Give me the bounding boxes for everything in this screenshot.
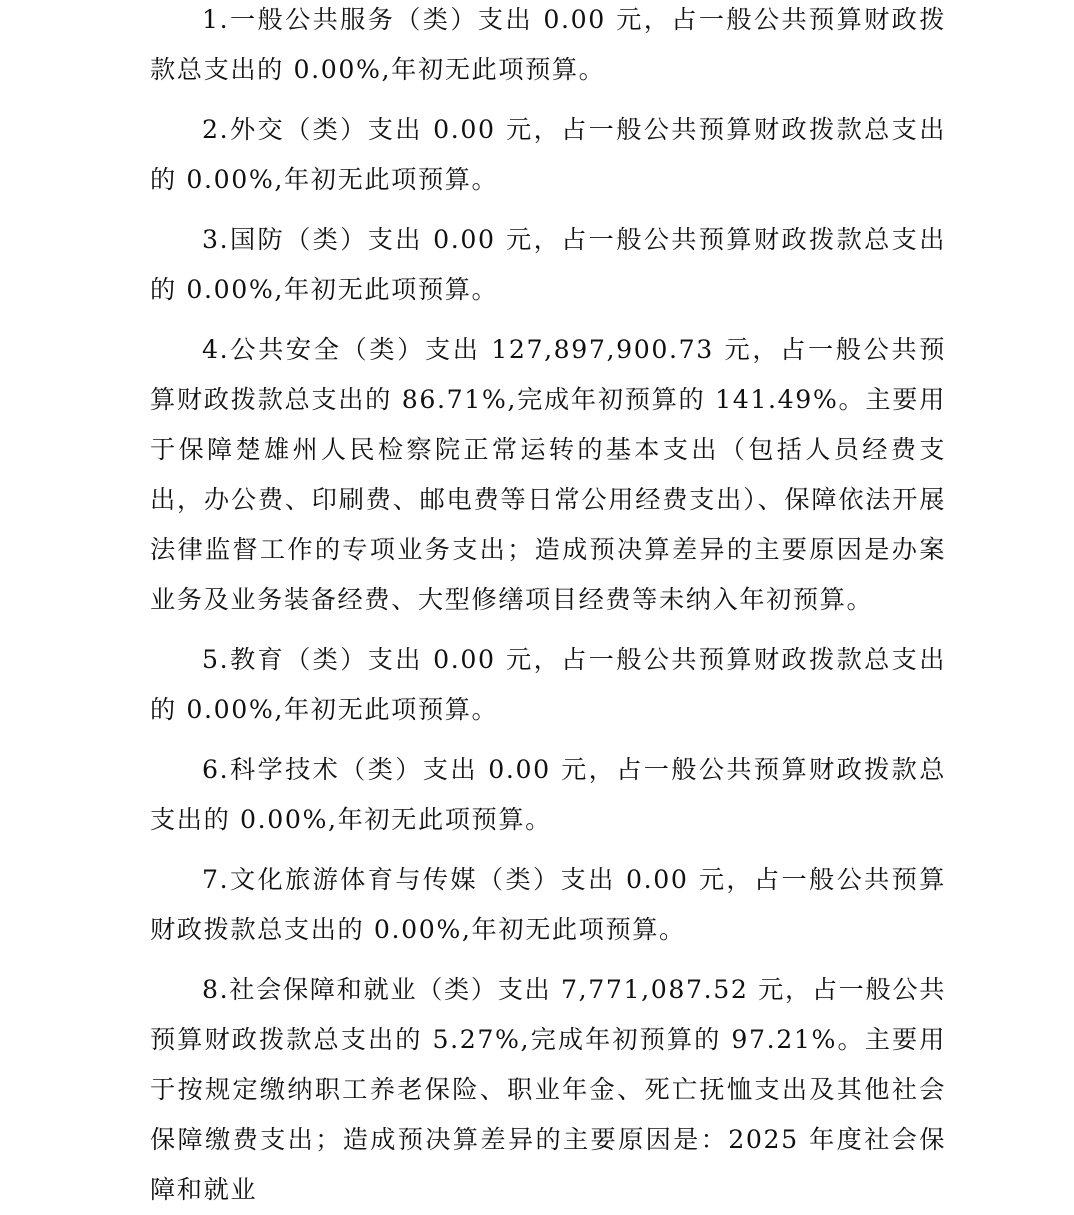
paragraph-science-technology: 6.科学技术（类）支出 0.00 元，占一般公共预算财政拨款总支出的 0.00%,年初无此项预算。 xyxy=(150,755,946,834)
paragraph-public-security: 4.公共安全（类）支出 127,897,900.73 元，占一般公共预算财政拨款总支出的 86.71%,完成年初预算的 141.49%。主要用于保障楚雄州人民检察院正常运转的基本支出（包括人员经费支出，办公费、印刷费、邮电费等日常公用经费支出）、保障依法开展法律监督工作的专项业务支出；造成预决算差异的主要原因是办案业务及业务装备经费、大型修缮项目经费等未纳入年初预算。 xyxy=(150,335,946,614)
paragraph-foreign-affairs: 2.外交（类）支出 0.00 元，占一般公共预算财政拨款总支出的 0.00%,年初无此项预算。 xyxy=(150,115,946,194)
document-body xyxy=(150,0,946,1215)
paragraph-national-defense: 3.国防（类）支出 0.00 元，占一般公共预算财政拨款总支出的 0.00%,年初无此项预算。 xyxy=(150,225,946,304)
paragraph-education: 5.教育（类）支出 0.00 元，占一般公共预算财政拨款总支出的 0.00%,年初无此项预算。 xyxy=(150,645,946,724)
paragraph-general-public-services: 1.一般公共服务（类）支出 0.00 元，占一般公共预算财政拨款总支出的 0.00%,年初无此项预算。 xyxy=(150,5,946,84)
paragraph-culture-tourism-sports-media: 7.文化旅游体育与传媒（类）支出 0.00 元，占一般公共预算财政拨款总支出的 0.00%,年初无此项预算。 xyxy=(150,865,946,944)
paragraph-social-security-employment: 8.社会保障和就业（类）支出 7,771,087.52 元，占一般公共预算财政拨款总支出的 5.27%,完成年初预算的 97.21%。主要用于按规定缴纳职工养老保险、职业年金、死亡抚恤支出及其他社会保障缴费支出；造成预决算差异的主要原因是：2025 年度社会保障和就业 xyxy=(150,975,946,1204)
